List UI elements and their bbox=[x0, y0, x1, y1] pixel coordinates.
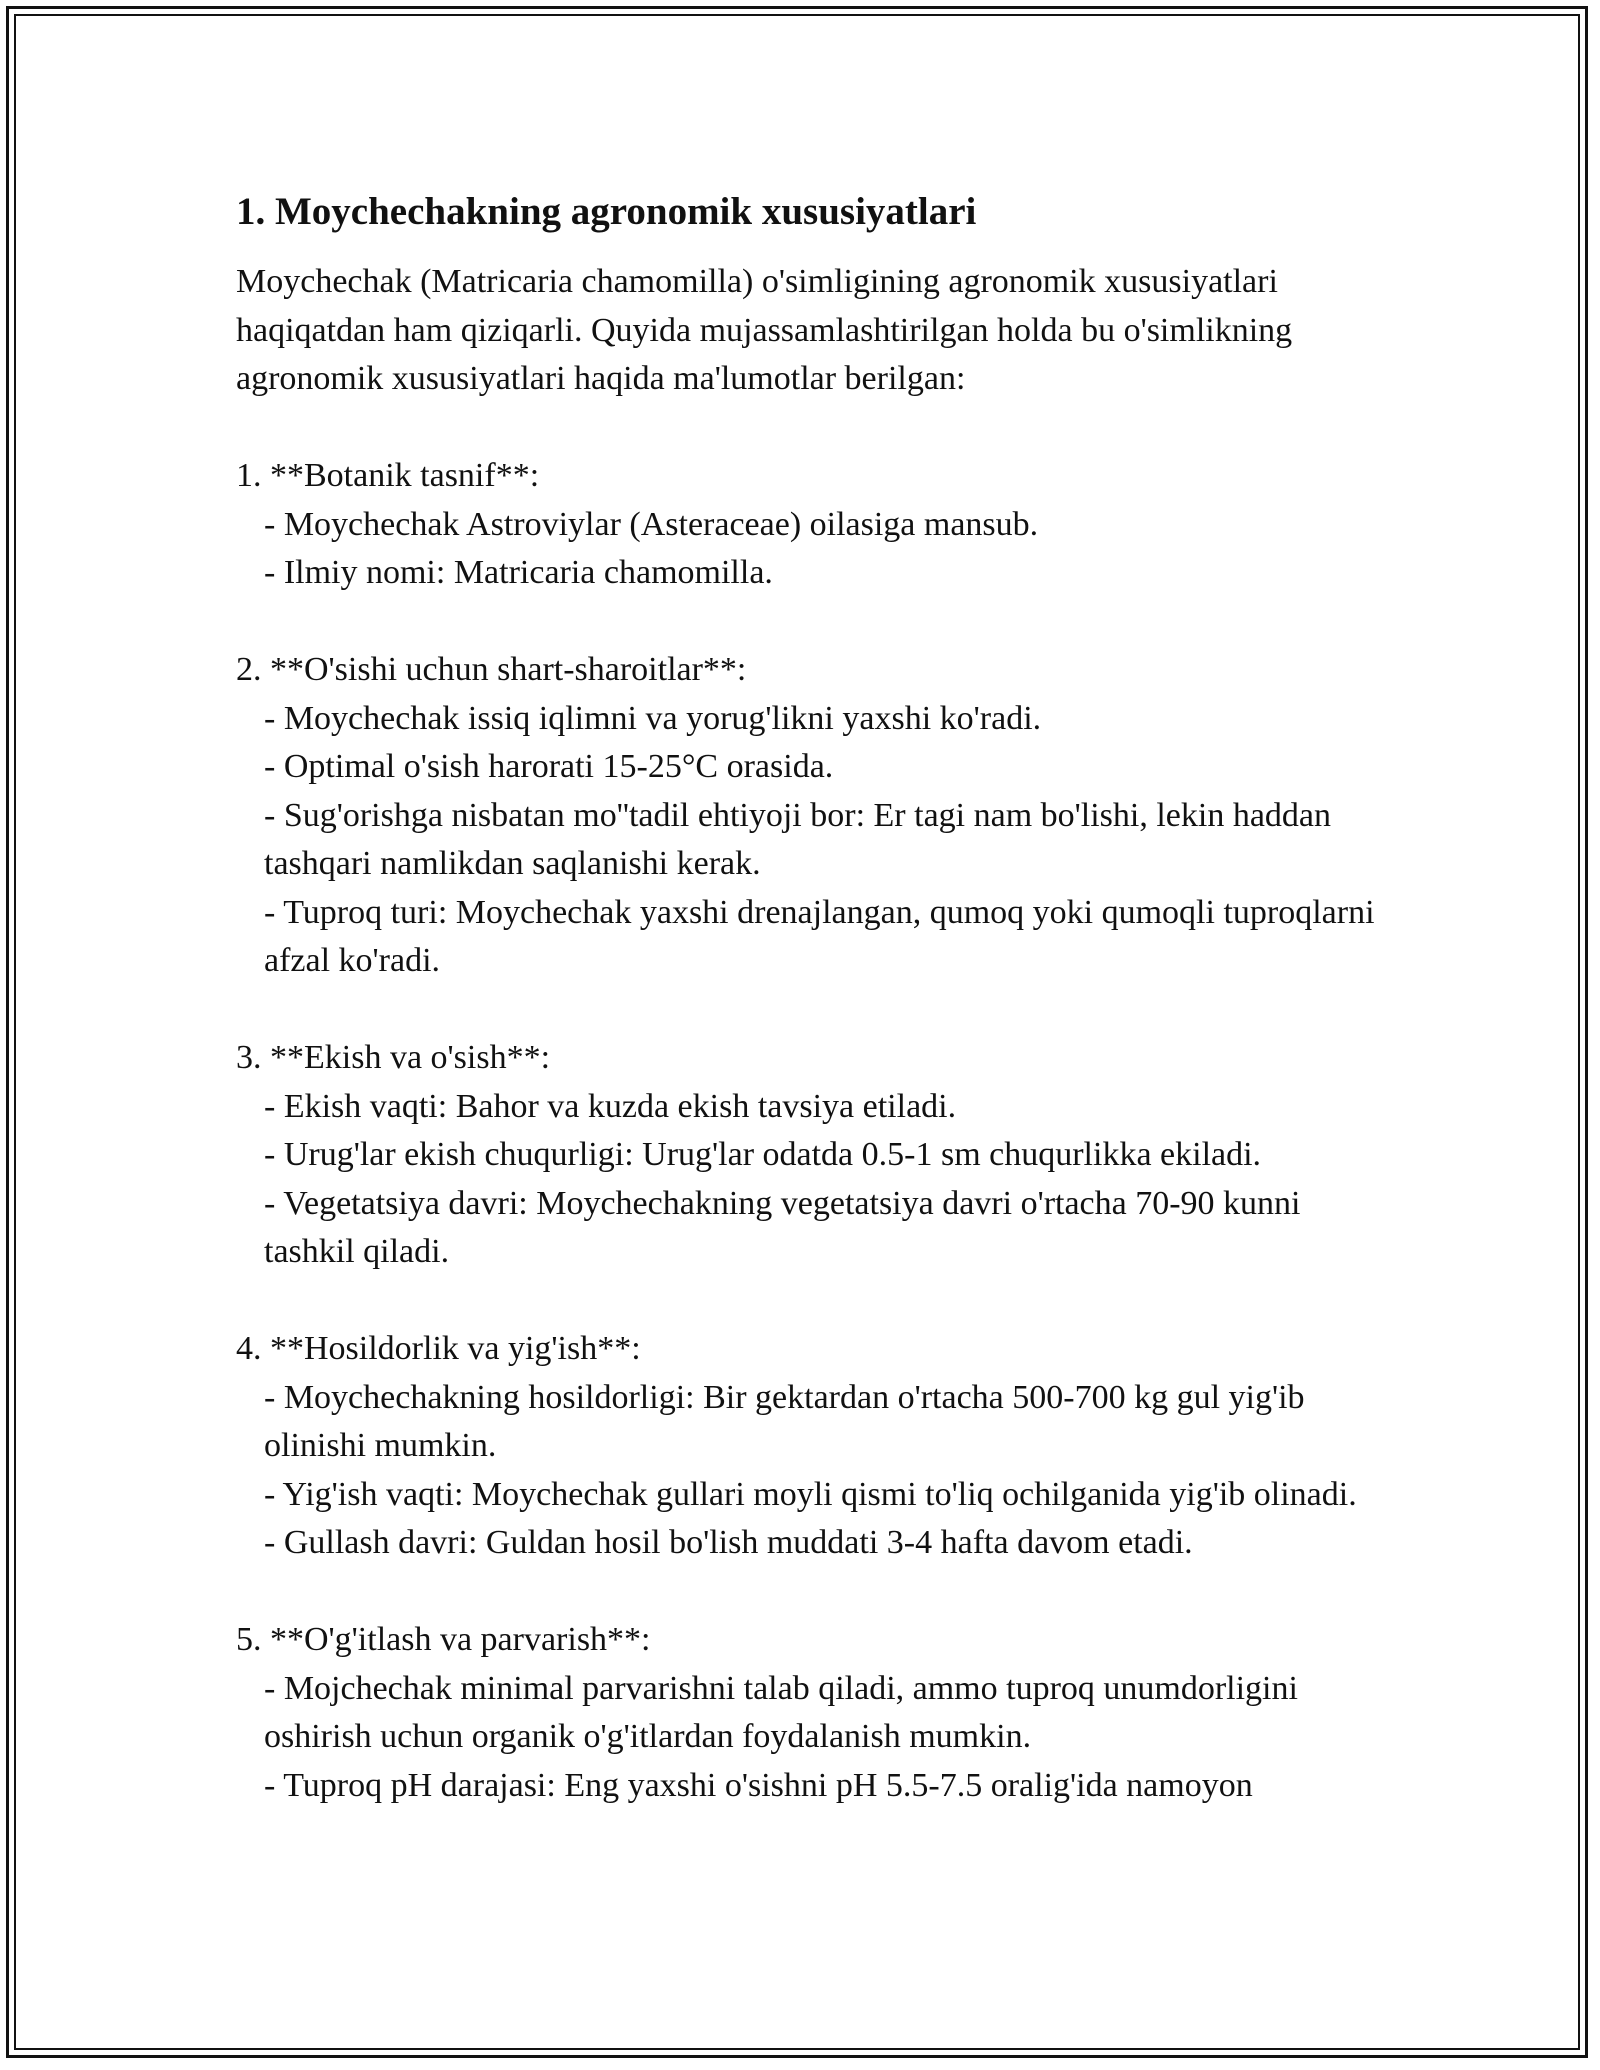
section-title: 1. **Botanik tasnif**: bbox=[236, 457, 540, 494]
list-item: - Vegetatsiya davri: Moychechakning vegetatsiya davri o'rtacha 70-90 kunni tashkil qiladi. bbox=[264, 1184, 1310, 1270]
section-title: 2. **O'sishi uchun shart-sharoitlar**: bbox=[236, 651, 747, 688]
list-item: - Optimal o'sish harorati 15-25°C orasida. bbox=[264, 748, 834, 785]
document-heading: 1. Moychechakning agronomik xususiyatlari bbox=[236, 190, 977, 233]
section-title: 3. **Ekish va o'sish**: bbox=[236, 1039, 551, 1076]
list-item: - Gullash davri: Guldan hosil bo'lish muddati 3-4 hafta davom etadi. bbox=[264, 1524, 1193, 1561]
section-ogitlash bbox=[236, 1616, 1396, 1810]
intro-paragraph: Moychechak (Matricaria chamomilla) o'simligining agronomik xususiyatlari haqiqatdan ham qiziqarli. Quyida mujassamlashtirilgan holda bu o'simlikning agronomik xususiyatlari haqida ma'lumotlar berilgan: bbox=[236, 263, 1301, 397]
list-item: - Ekish vaqti: Bahor va kuzda ekish tavsiya etiladi. bbox=[264, 1087, 957, 1125]
list-item: - Ilmiy nomi: Matricaria chamomilla. bbox=[264, 554, 773, 591]
list-item: - Sug'orishga nisbatan mo''tadil ehtiyoji bor: Er tagi nam bo'lishi, lekin haddan tashqari namlikdan saqlanishi kerak. bbox=[264, 796, 1340, 882]
section-botanik bbox=[236, 452, 1396, 598]
list-item: - Moychechakning hosildorligi: Bir gektardan o'rtacha 500-700 kg gul yig'ib olinishi mumkin. bbox=[264, 1378, 1314, 1464]
section-ekish bbox=[236, 1034, 1396, 1277]
list-item: - Urug'lar ekish chuqurligi: Urug'lar odatda 0.5-1 sm chuqurlikka ekiladi. bbox=[264, 1136, 1262, 1173]
document-body bbox=[236, 180, 1396, 1810]
section-osish-sharoit bbox=[236, 646, 1396, 986]
list-item: - Moychechak issiq iqlimni va yorug'likni yaxshi ko'radi. bbox=[264, 699, 1042, 737]
section-title: 4. **Hosildorlik va yig'ish**: bbox=[236, 1330, 641, 1367]
list-item: - Tuproq pH darajasi: Eng yaxshi o'sishni pH 5.5-7.5 oralig'ida namoyon bbox=[264, 1766, 1253, 1804]
list-item: - Mojchechak minimal parvarishni talab qiladi, ammo tuproq unumdorligini oshirish uchun organik o'g'itlardan foydalanish mumkin. bbox=[264, 1669, 1307, 1755]
section-title: 5. **O'g'itlash va parvarish**: bbox=[236, 1621, 651, 1658]
list-item: - Yig'ish vaqti: Moychechak gullari moyli qismi to'liq ochilganida yig'ib olinadi. bbox=[264, 1475, 1357, 1513]
section-hosildorlik bbox=[236, 1325, 1396, 1568]
list-item: - Moychechak Astroviylar (Asteraceae) oilasiga mansub. bbox=[264, 505, 1039, 543]
list-item: - Tuproq turi: Moychechak yaxshi drenajlangan, qumoq yoki qumoqli tuproqlarni afzal ko'radi. bbox=[264, 893, 1384, 979]
